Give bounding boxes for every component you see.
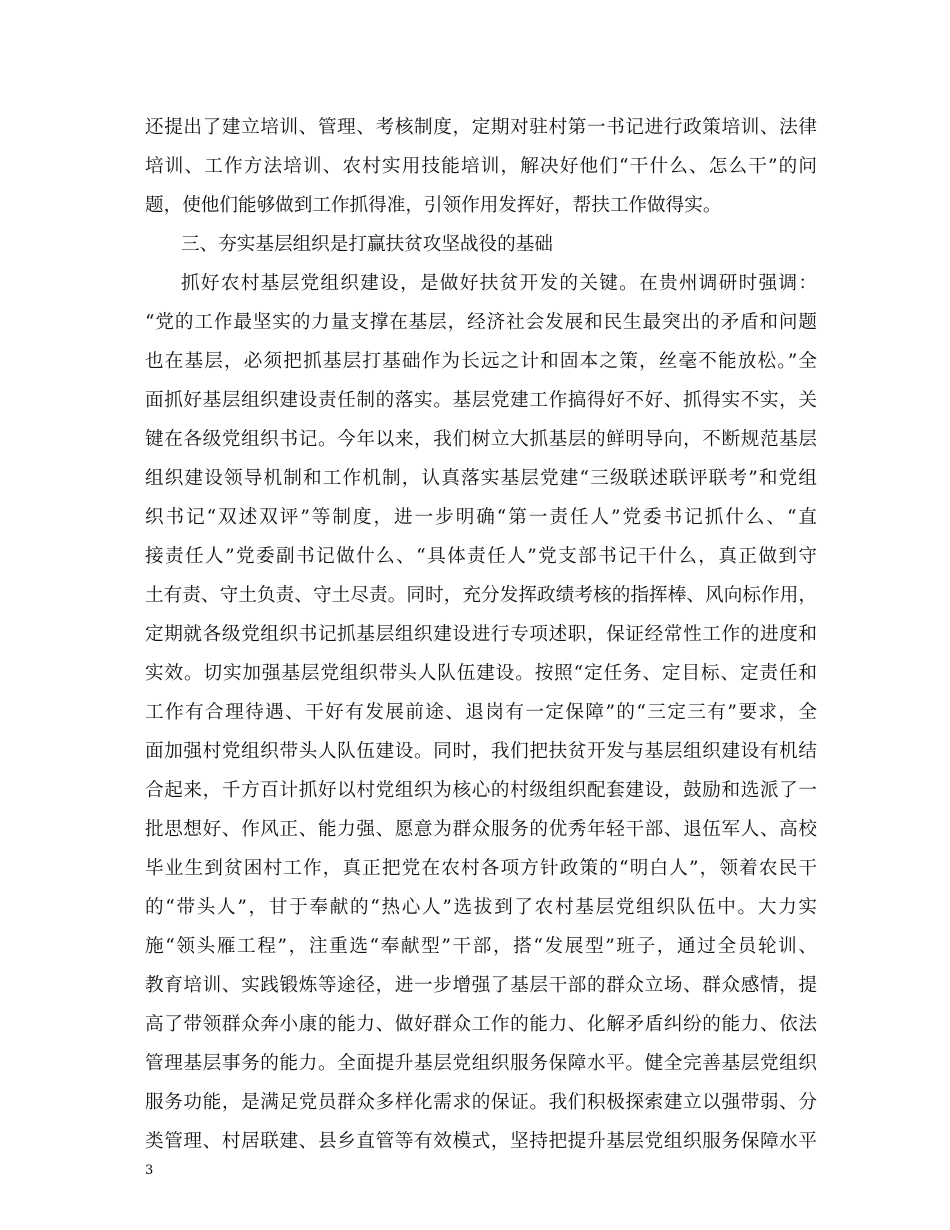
text-line: “党的工作最坚实的力量支撑在基层，经济社会发展和民生最突出的矛盾和问题 [145,312,817,333]
text-line: 高了带领群众奔小康的能力、做好群众工作的能力、化解矛盾纠纷的能力、依法 [145,1014,817,1035]
text-line: 批思想好、作风正、能力强、愿意为群众服务的优秀年轻干部、退伍军人、高校 [145,819,817,840]
page-number: 3 [145,1163,154,1178]
text-line: 面加强村党组织带头人队伍建设。同时，我们把扶贫开发与基层组织建设有机结 [145,741,817,762]
text-line: 定期就各级党组织书记抓基层组织建设进行专项述职，保证经常性工作的进度和 [145,624,817,645]
text-line: 也在基层，必须把抓基层打基础作为长远之计和固本之策，丝毫不能放松。”全 [145,351,817,372]
text-line: 工作有合理待遇、干好有发展前途、退岗有一定保障”的“三定三有”要求，全 [145,702,817,723]
text-line: 键在各级党组织书记。今年以来，我们树立大抓基层的鲜明导向，不断规范基层 [145,429,817,450]
text-line: 合起来，千方百计抓好以村党组织为核心的村级组织配套建设，鼓励和选派了一 [145,780,817,801]
text-line: 管理基层事务的能力。全面提升基层党组织服务保障水平。健全完善基层党组织 [145,1053,817,1074]
text-line: 培训、工作方法培训、农村实用技能培训，解决好他们“干什么、怎么干”的问 [145,156,817,177]
text-line: 施“领头雁工程”，注重选“奉献型”干部，搭“发展型”班子，通过全员轮训、 [145,936,817,957]
text-line: 抓好农村基层党组织建设，是做好扶贫开发的关键。在贵州调研时强调： [181,273,817,294]
text-line: 的“带头人”，甘于奉献的“热心人”选拔到了农村基层党组织队伍中。大力实 [145,897,817,918]
text-line: 接责任人”党委副书记做什么、“具体责任人”党支部书记干什么，真正做到守 [145,546,817,567]
text-line: 还提出了建立培训、管理、考核制度，定期对驻村第一书记进行政策培训、法律 [145,117,817,138]
text-line: 类管理、村居联建、县乡直管等有效模式，坚持把提升基层党组织服务保障水平 [145,1131,817,1152]
text-line: 织书记“双述双评”等制度，进一步明确“第一责任人”党委书记抓什么、“直 [145,507,817,528]
text-line: 服务功能，是满足党员群众多样化需求的保证。我们积极探索建立以强带弱、分 [145,1092,817,1113]
text-line: 题，使他们能够做到工作抓得准，引领作用发挥好，帮扶工作做得实。 [145,195,722,216]
text-line: 组织建设领导机制和工作机制，认真落实基层党建“三级联述联评联考”和党组 [145,468,817,489]
text-line: 实效。切实加强基层党组织带头人队伍建设。按照“定任务、定目标、定责任和 [145,663,817,684]
text-line: 土有责、守土负责、守土尽责。同时，充分发挥政绩考核的指挥棒、风向标作用， [145,585,817,606]
text-line: 毕业生到贫困村工作，真正把党在农村各项方针政策的“明白人”，领着农民干 [145,858,817,879]
text-line: 面抓好基层组织建设责任制的落实。基层党建工作搞得好不好、抓得实不实，关 [145,390,817,411]
text-line: 教育培训、实践锻炼等途径，进一步增强了基层干部的群众立场、群众感情，提 [145,975,817,996]
section-heading: 三、夯实基层组织是打赢扶贫攻坚战役的基础 [181,234,553,255]
